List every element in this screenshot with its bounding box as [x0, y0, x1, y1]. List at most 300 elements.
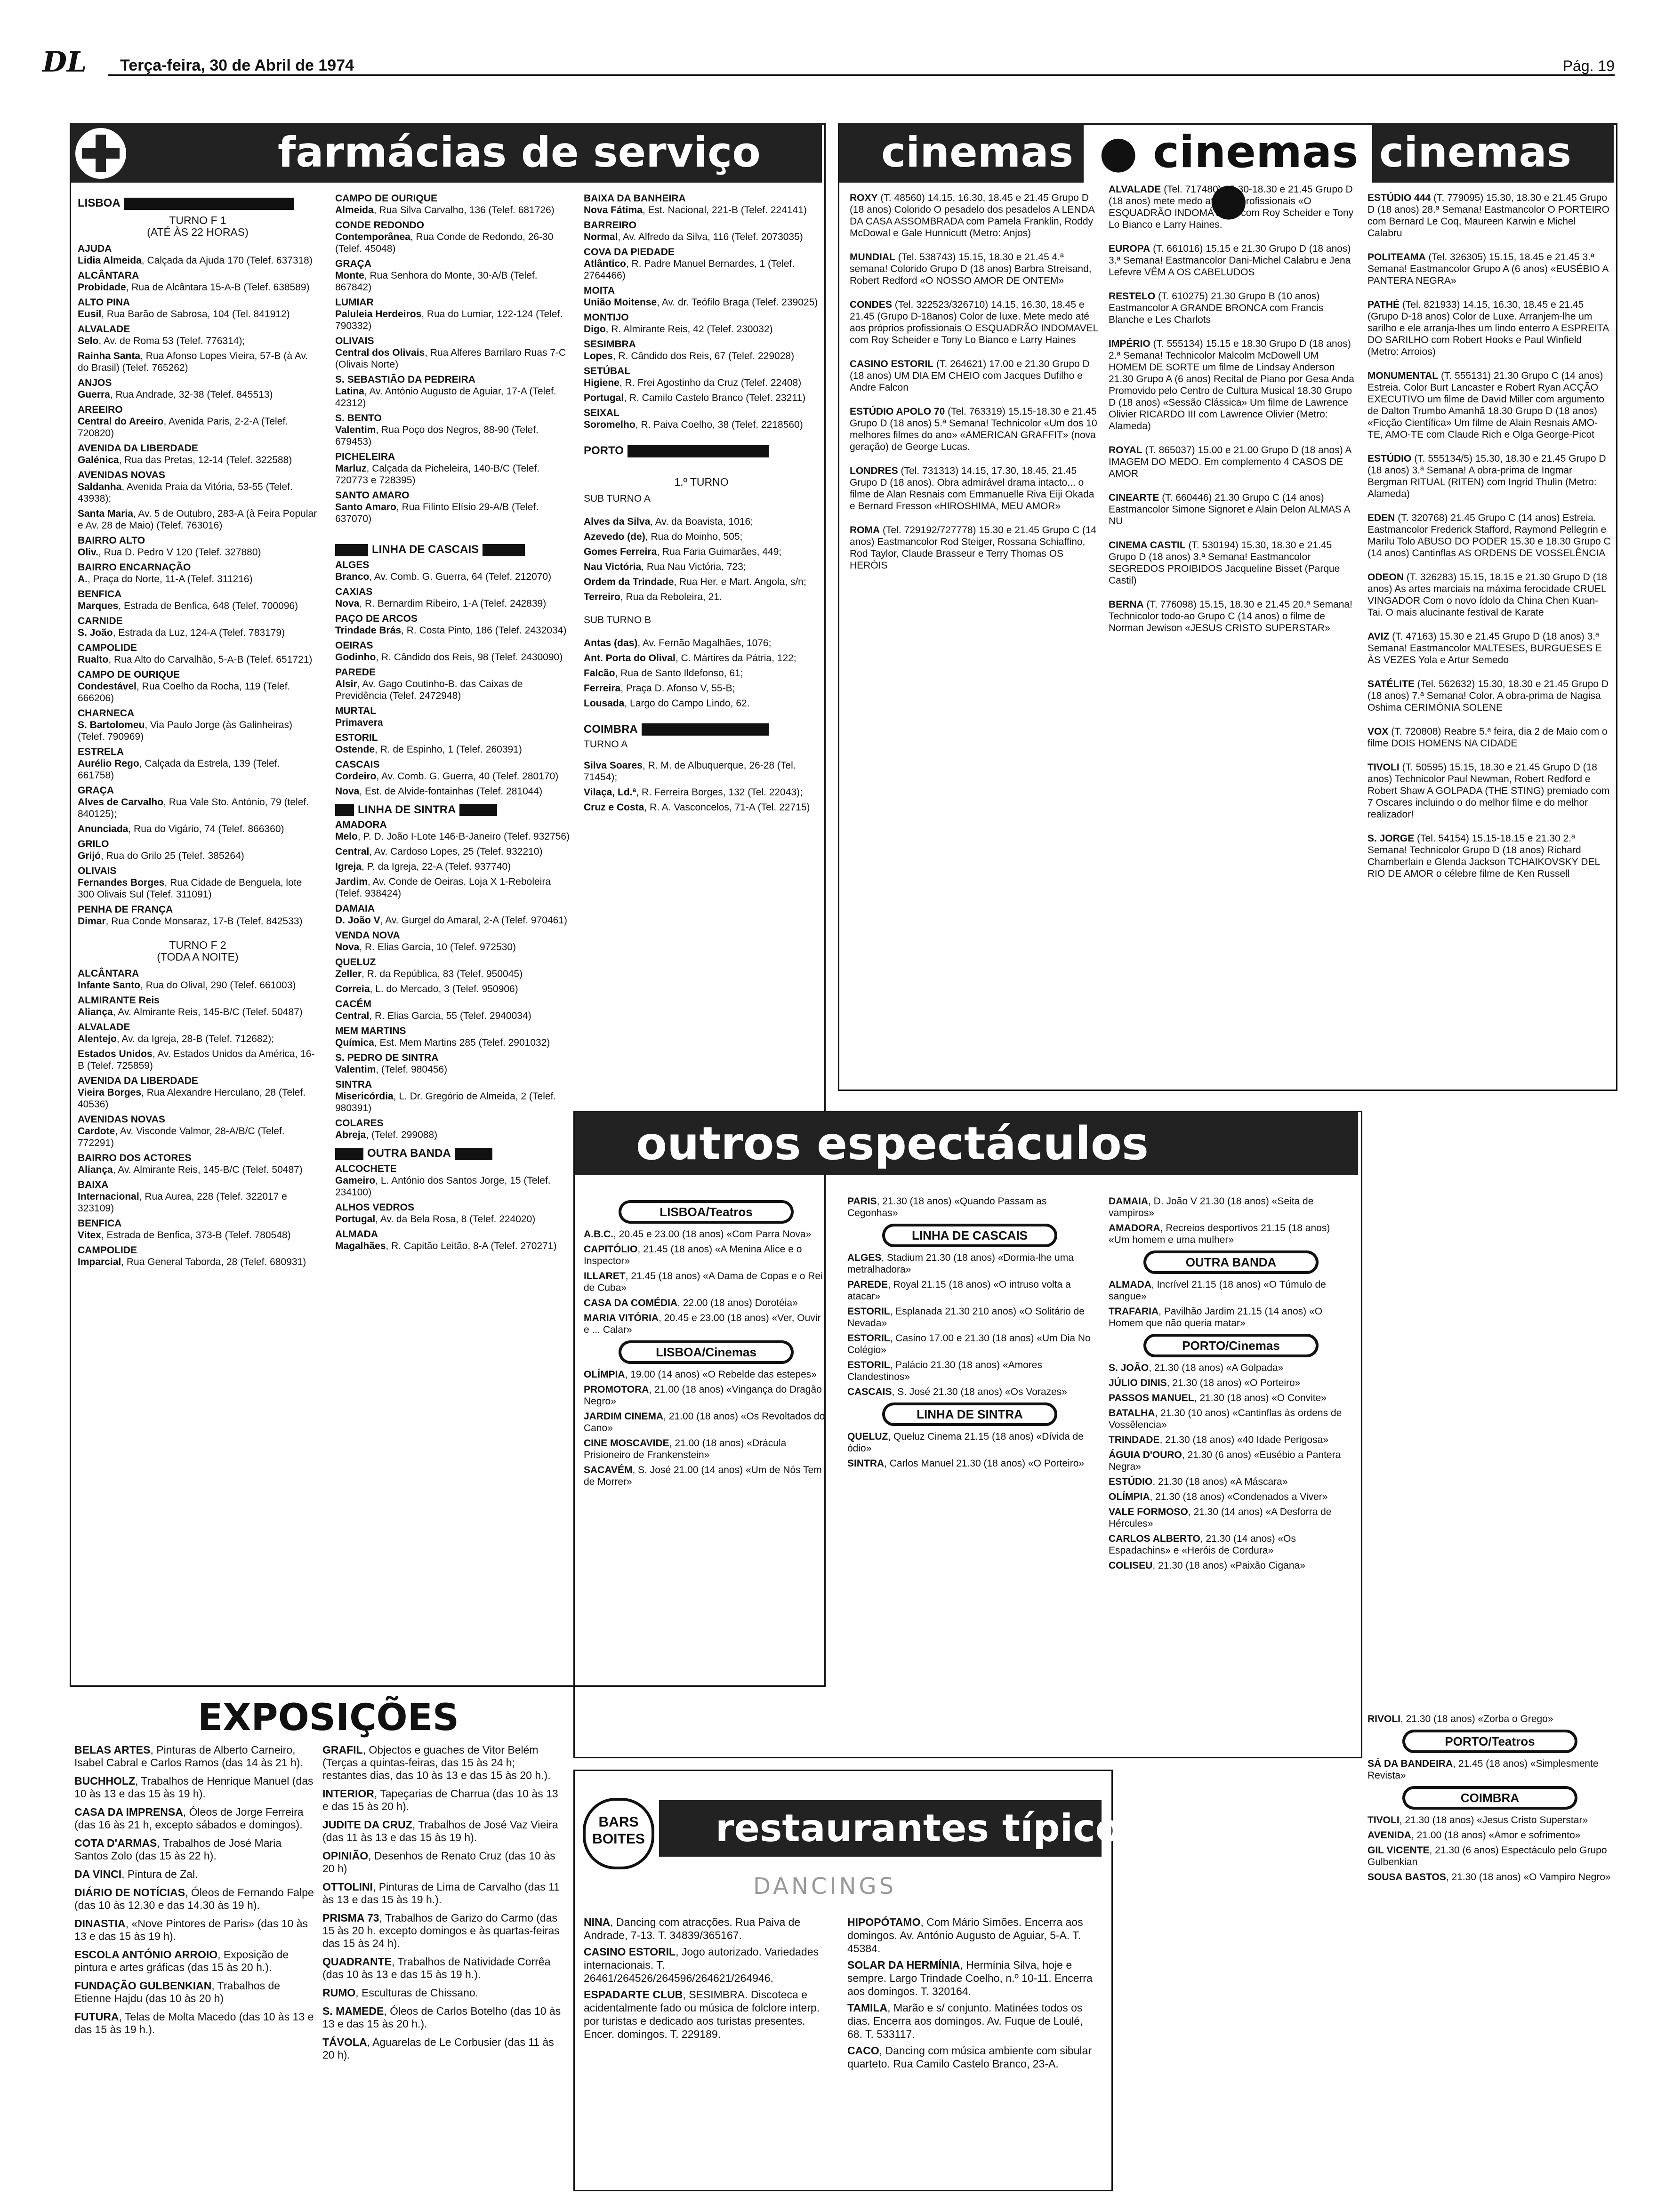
list-item: Saldanha, Avenida Praia da Vitória, 53-55 (Telef. 43938); — [78, 481, 293, 504]
outra-banda-pill-label: OUTRA BANDA — [1146, 1253, 1316, 1271]
item-name: SOUSA BASTOS — [1367, 1872, 1446, 1883]
list-item: QUADRANTE, Trabalhos de Natividade Corrêa (das 10 às 13 e das 15 às 19 h.). — [322, 1956, 551, 1980]
item-text: S. José 21.00 (14 anos) «Um de Nós Tem de Morrer» — [584, 1465, 822, 1487]
item-text: Rua Faria Guimarães, 449; — [662, 546, 782, 557]
item-phone: (T. 47163) — [1392, 631, 1437, 642]
item-name: GRAFIL — [322, 1744, 363, 1756]
list-item: Ferreira, Praça D. Afonso V, 55-B; — [584, 682, 735, 694]
lisboa-cinemas-pill — [619, 1340, 794, 1364]
item-name: TIVOLI — [1367, 1815, 1400, 1826]
item-name: Eusil — [78, 308, 102, 320]
list-teatros — [584, 1228, 828, 1336]
list-item: Internacional, Rua Aurea, 228 (Telef. 322017 e 323109) — [78, 1191, 287, 1214]
list-item: S. Bartolomeu, Via Paulo Jorge (às Galinheiras) (Telef. 790969) — [78, 719, 292, 742]
item-text: Av. Alfredo da Silva, 116 (Telef. 2073035) — [622, 232, 803, 242]
item-text: Rua Conde Monsaraz, 17-B (Telef. 842533) — [111, 915, 303, 927]
item-text: R. Elias Garcia, 55 (Telef. 2940034) — [375, 1010, 531, 1022]
item-phone: (T. 776098) — [1146, 599, 1197, 610]
item-text: R. de Espinho, 1 (Telef. 260391) — [380, 744, 522, 755]
list-item: PROMOTORA, 21.00 (18 anos) «Vingança do Dragão Negro» — [584, 1384, 822, 1407]
list-item: Dimar, Rua Conde Monsaraz, 17-B (Telef. 842533) — [78, 915, 303, 927]
coimbra-pill-label: COIMBRA — [1405, 1789, 1575, 1807]
lisboa-teatros-label: LISBOA/Teatros — [621, 1203, 791, 1221]
item-text: Rua do Lumiar, 122-124 (Telef. 790332) — [335, 309, 563, 331]
area-label: MEM MARTINS — [335, 1026, 406, 1037]
item-phone: (T. 50595) — [1402, 762, 1447, 773]
list-pcinemas — [1109, 1362, 1353, 1571]
list-item: Normal, Av. Alfredo da Silva, 116 (Telef. 2073035) — [584, 232, 803, 242]
item-text: Óleos de Jorge Ferreira (das 16 às 21 h, excepto sábados e domingos). — [74, 1806, 304, 1831]
list-item: Santa Maria, Av. 5 de Outubro, 283-A (à Feira Popular e Av. 28 de Maio) (Telef. 763016) — [78, 508, 317, 531]
list-item: PARIS, 21.30 (18 anos) «Quando Passam as Cegonhas» — [847, 1196, 1047, 1218]
item-name: Igreja — [335, 861, 362, 873]
item-name: Alves da Silva — [584, 516, 651, 527]
item-text: Objectos e guaches de Vitor Belém (Terças a quintas-feiras, das 15 às 24 h; restantes dias, das 10 às 13 e das 15 às 20 h.). — [322, 1744, 551, 1781]
list-item: Oliv., Rua D. Pedro V 120 (Telef. 327880) — [78, 546, 261, 558]
item-name: DINASTIA — [74, 1917, 126, 1930]
list-item: Lidia Almeida, Calçada da Ajuda 170 (Telef. 637318) — [78, 255, 313, 266]
item-text: Av. da Bela Rosa, 8 (Telef. 224020) — [380, 1213, 536, 1225]
item-text: Est. de Alvide-fontainhas (Telef. 281044) — [365, 785, 543, 797]
area-label: AVENIDAS NOVAS — [78, 469, 165, 481]
item-text: Rua Cidade de Benguela, lote 300 Olivais Sul (Telef. 311091) — [78, 877, 302, 900]
area-label: ALMIRANTE Reis — [78, 994, 160, 1006]
area-label: MOITA — [584, 285, 615, 296]
list-item: Jardim, Av. Conde de Oeiras. Loja X 1-Reboleira (Telef. 938424) — [335, 876, 551, 899]
item-text: 21.30 (18 anos) «A Máscara» — [1158, 1476, 1288, 1487]
item-name: MONUMENTAL — [1367, 370, 1439, 381]
list-item — [1109, 444, 1358, 480]
list-item: Marques, Estrada de Benfica, 648 (Telef. 700096) — [78, 600, 298, 611]
list-col2c — [335, 819, 575, 1141]
item-name: Guerra — [78, 389, 110, 400]
list-item — [850, 192, 1099, 239]
list-item: Branco, Av. Comb. G. Guerra, 64 (Telef. 212070) — [335, 571, 552, 582]
list-item: BELAS ARTES, Pinturas de Alberto Carneiro, Isabel Cabral e Carlos Ramos (das 14 às 21 h). — [74, 1744, 303, 1769]
item-text: Hermínia Silva, hoje e sempre. Largo Trindade Coelho, n.º 10-11. Encerra aos domingos. T. 320164. — [847, 1959, 1093, 1997]
list-item: DAMAIA, D. João V 21.30 (18 anos) «Seita de vampiros» — [1109, 1196, 1314, 1218]
item-name: Valentim — [335, 425, 376, 435]
item-text: 21.30 (18 anos) «Quando Passam as Cegonhas» — [847, 1196, 1047, 1218]
item-name: Misericórdia — [335, 1091, 394, 1102]
list-coimbra — [584, 760, 819, 813]
item-name: Central do Areeiro — [78, 416, 164, 427]
item-name: BATALHA — [1109, 1408, 1155, 1419]
item-text: Praça D. Afonso V, 55-B; — [626, 682, 735, 694]
item-name: S. MAMEDE — [322, 2005, 384, 2017]
item-name: Higiene — [584, 377, 619, 388]
list-col2a — [335, 192, 575, 525]
item-name: NINA — [584, 1916, 611, 1928]
cascais-heading — [335, 544, 575, 556]
list-item: OTTOLINI, Pinturas de Lima de Carvalho (das 11 às 13 e das 15 às 19 h.). — [322, 1881, 560, 1906]
list-item: SOLAR DA HERMÍNIA, Hermínia Silva, hoje e sempre. Largo Trindade Coelho, n.º 10-11. Encerra aos domingos. T. 320164. — [847, 1959, 1093, 1997]
list-item — [850, 358, 1099, 393]
item-text: Est. Mem Martins 285 (Telef. 2901032) — [379, 1037, 550, 1049]
list-item: ESPADARTE CLUB, SESIMBRA. Discoteca e acidentalmente fado ou música de folclore interp. por turistas e dedicado aos turistas presentes. Encer. domingos. T. 229189. — [584, 1988, 820, 2040]
list-item: Central do Areeiro, Avenida Paris, 2-2-A (Telef. 720820) — [78, 416, 289, 439]
item-name: CASINO ESTORIL — [850, 359, 934, 369]
item-text: 21.30 (6 anos) Espectáculo pelo Grupo Gulbenkian — [1367, 1845, 1607, 1867]
list-item — [1367, 299, 1612, 358]
item-phone: (T. 530194) — [1188, 540, 1239, 551]
list-item: INTERIOR, Tapeçarias de Charrua (das 10 às 13 e das 15 às 20 h). — [322, 1787, 558, 1812]
list-item: SINTRA, Carlos Manuel 21.30 (18 anos) «O Porteiro» — [847, 1458, 1085, 1469]
list-item — [850, 465, 1099, 512]
item-name: TAMILA — [847, 2002, 888, 2014]
item-text: L. António dos Santos Jorge, 15 (Telef. 234100) — [335, 1175, 551, 1198]
item-name: TRINDADE — [1109, 1435, 1160, 1445]
item-text: 21.45 (18 anos) «A Dama de Copas e o Rei de Cuba» — [584, 1271, 823, 1293]
item-text: Rua Coelho da Rocha, 119 (Telef. 666206) — [78, 681, 290, 704]
item-name: CARLOS ALBERTO — [1109, 1533, 1200, 1544]
area-label: COVA DA PIEDADE — [584, 247, 675, 257]
list-item: Química, Est. Mem Martins 285 (Telef. 2901032) — [335, 1037, 550, 1049]
item-name: POLITEAMA — [1367, 252, 1426, 263]
cinemas-title-center-text: cinemas — [1153, 127, 1359, 178]
item-text: Óleos de Carlos Botelho (das 10 às 13 e das 15 às 20 h.). — [322, 2005, 561, 2030]
item-text: R. Almirante Reis, 42 (Telef. 230032) — [611, 324, 773, 335]
area-label: ANJOS — [78, 377, 112, 388]
item-text: R. Paiva Coelho, 38 (Telef. 2218560) — [641, 419, 803, 430]
item-name: IMPÉRIO — [1109, 338, 1150, 349]
item-text: 14.15, 16.30, 18.45 e 21.45 Grupo D (18 anos) Colorido O pesadelo dos pesadelos A LENDA DA CASA ASSOMBRADA com Pamela Franklin, Roddy McDowal e Gale Hunnicutt (Metro: Anjos) — [850, 192, 1094, 239]
list-item: OLÍMPIA, 19.00 (14 anos) «O Rebelde das estepes» — [584, 1369, 817, 1380]
item-text: 15.15, 18.30 e 21.45 Grupo D (18 anos) Technicolor Paul Newman, Robert Redford e Robert Shaw A GOLPADA (THE STING) premiado com 7 Oscares incluindo o do melhor filme e do melhor realizador! — [1367, 762, 1610, 820]
item-name: Soromelho — [584, 419, 635, 430]
area-label: CAXIAS — [335, 586, 373, 597]
item-text: Esculturas de Chissano. — [362, 1987, 479, 1999]
item-text: C. Mártires da Pátria, 122; — [681, 652, 796, 664]
item-name: RIVOLI — [1367, 1714, 1401, 1724]
item-phone: (T. 264621) — [936, 359, 987, 369]
coimbra-label: COIMBRA — [584, 722, 638, 736]
turno1-title: TURNO F 1 — [169, 214, 226, 226]
lisboa-heading — [78, 197, 318, 210]
list-item: CASA DA IMPRENSA, Óleos de Jorge Ferreira (das 16 às 21 h, excepto sábados e domingos). — [74, 1806, 304, 1831]
cinemas-title-right: cinemas — [1379, 128, 1572, 176]
item-name: ALMADA — [1109, 1279, 1151, 1290]
item-name: ESTÚDIO APOLO 70 — [850, 406, 945, 417]
item-text: Rua Alexandre Herculano, 28 (Telef. 40536) — [78, 1087, 306, 1110]
item-text: Palácio 21.30 (18 anos) «Amores Clandestinos» — [847, 1360, 1042, 1382]
area-label: ALCÂNTARA — [78, 270, 139, 281]
item-text: Av. 5 de Outubro, 283-A (à Feira Popular e Av. 28 de Maio) (Telef. 763016) — [78, 508, 317, 531]
list-item: BATALHA, 21.30 (10 anos) «Cantinflas às ordens de Vossêlencia» — [1109, 1408, 1342, 1430]
item-text: Calçada da Estrela, 139 (Telef. 661758) — [78, 758, 280, 781]
item-text: Trabalhos de Etienne Hajdu (das 10 às 20 h) — [74, 1980, 281, 2004]
list-item: CACO, Dancing com música ambiente com sibular quarteto. Rua Camilo Castelo Branco, 23-A. — [847, 2044, 1092, 2070]
farmacias-title: farmácias de serviço — [278, 128, 761, 176]
item-phone: (Tel. 322523/326710) — [894, 299, 989, 310]
item-name: Alsir — [335, 678, 357, 689]
item-text: R. Cândido dos Reis, 67 (Telef. 229028) — [618, 351, 795, 361]
item-name: DAMAIA — [1109, 1196, 1148, 1207]
item-text: 21.30 (6 anos) «Eusébio a Pantera Negra» — [1109, 1450, 1341, 1472]
item-text: Rua D. Pedro V 120 (Telef. 327880) — [104, 546, 261, 558]
list-item: Paluleia Herdeiros, Rua do Lumiar, 122-124 (Telef. 790332) — [335, 309, 563, 331]
area-label: ALVALADE — [78, 1021, 130, 1033]
area-label: GRILO — [78, 838, 109, 850]
item-text: Rua de Alcântara 15-A-B (Telef. 638589) — [131, 281, 310, 293]
item-name: Anunciada — [78, 823, 129, 834]
item-name: Estados Unidos — [78, 1048, 153, 1059]
item-text: Av. Gago Coutinho-B. das Caixas de Previdência (Telef. 2472948) — [335, 678, 523, 701]
area-label: BENFICA — [78, 588, 122, 600]
item-name: Trindade Brás — [335, 625, 402, 636]
linha-sintra-pill — [882, 1403, 1057, 1426]
item-name: PARIS — [847, 1196, 877, 1207]
item-text: (Telef. 980456) — [381, 1064, 448, 1075]
list-damaia — [1109, 1195, 1353, 1246]
item-text: Trabalhos de Garizo do Carmo (das 15 às 20 h. excepto domingos e às quartas-feiras das 15 às 24 h). — [322, 1912, 560, 1949]
list-item: Vilaça, Ld.ª, R. Ferreira Borges, 132 (Tel. 22043); — [584, 787, 803, 798]
list-item: JARDIM CINEMA, 21.00 (18 anos) «Os Revoltados do Cano» — [584, 1411, 825, 1434]
item-text: (Telef. 299088) — [371, 1130, 438, 1141]
list-item: S. JOÃO, 21.30 (18 anos) «A Golpada» — [1109, 1362, 1284, 1373]
list-item: Marluz, Calçada da Picheleira, 140-B/C (Telef. 720773 e 728395) — [335, 463, 540, 486]
list-item: Contemporânea, Rua Conde de Redondo, 26-30 (Telef. 45048) — [335, 232, 554, 254]
item-text: 15.30 e 21.45 Grupo C (14 anos) Eastmancolor Rod Steiger, Rossana Schiaffino, Rod Taylor, Claude Brasseur e Terry Thomas OS HERÓIS — [850, 525, 1097, 571]
area-label: ALGES — [335, 559, 370, 570]
item-text: D. João V 21.30 (18 anos) «Seita de vampiros» — [1109, 1196, 1314, 1218]
list-item: Rainha Santa, Rua Afonso Lopes Vieira, 57-B (à Av. do Brasil) (Telef. 765262) — [78, 350, 308, 373]
outros-banner — [575, 1112, 1358, 1175]
area-label: CAMPO DE OURIQUE — [335, 193, 438, 204]
item-name: HIPOPÓTAMO — [847, 1916, 921, 1928]
list-item: Eusil, Rua Barão de Sabrosa, 104 (Tel. 841912) — [78, 308, 290, 320]
list-pteatros — [1367, 1758, 1612, 1781]
item-name: Aliança — [78, 1164, 113, 1175]
area-label: CAMPOLIDE — [78, 1244, 137, 1256]
item-text: 15.15-18.30 e 21.45 Grupo D (18 anos) 5.ª Semana! Technicolor «Um dos 10 melhores filmes do ano» «AMERICAN GRAFFIT» (nova geração) de George Lucas. — [850, 406, 1097, 452]
list-item: Santo Amaro, Rua Filinto Elísio 29-A/B (Telef. 637070) — [335, 502, 539, 524]
area-label: SEIXAL — [584, 408, 619, 418]
item-name: TÁVOLA — [322, 2036, 367, 2048]
item-name: Imparcial — [78, 1256, 121, 1267]
item-name: BUCHHOLZ — [74, 1775, 136, 1787]
list-item — [1367, 678, 1612, 713]
list-item: AMADORA, Recreios desportivos 21.15 (18 anos) «Um homem e uma mulher» — [1109, 1223, 1330, 1245]
item-name: CAPITÓLIO — [584, 1244, 638, 1255]
item-name: Lopes — [584, 351, 613, 361]
item-name: COLISEU — [1109, 1560, 1153, 1571]
porto-teatros-pill — [1402, 1730, 1577, 1753]
list-item: Magalhães, R. Capitão Leitão, 8-A (Telef. 270271) — [335, 1240, 557, 1251]
item-name: DIÁRIO DE NOTÍCIAS — [74, 1886, 185, 1899]
item-name: Ordem da Trindade — [584, 576, 674, 587]
item-name: OTTOLINI — [322, 1881, 373, 1893]
item-text: Rua Andrade, 32-38 (Telef. 845513) — [115, 389, 273, 400]
item-phone: (Tel. 562632) — [1417, 679, 1475, 689]
list-item: Valentim, (Telef. 980456) — [335, 1064, 448, 1075]
turno1-heading — [78, 215, 318, 238]
item-text: 15.15 e 21.30 Grupo D (18 anos) 3.ª Semana! Eastmancolor Dani-Michel Calabru e Jena Lefevre VÊM A OS CABELUDOS — [1109, 243, 1351, 278]
item-phone: (T. 610275) — [1158, 291, 1208, 302]
item-name: CASA DA COMÉDIA — [584, 1298, 678, 1308]
item-text: Rua Vale Sto. António, 79 (telef. 840125); — [78, 796, 309, 819]
list-item: Ordem da Trindade, Rua Her. e Mart. Angola, s/n; — [584, 576, 806, 587]
item-name: QUELUZ — [847, 1431, 888, 1442]
area-label: AVENIDAS NOVAS — [78, 1114, 165, 1125]
item-name: VOX — [1367, 726, 1389, 737]
item-text: 21.00 (18 anos) «Amor e sofrimento» — [1416, 1830, 1581, 1841]
list-item — [1109, 539, 1358, 586]
exposicoes-left — [74, 1744, 314, 2191]
list-item: Melo, P. D. João I-Lote 146-B-Janeiro (Telef. 932756) — [335, 831, 570, 842]
list-item: TRAFARIA, Pavilhão Jardim 21.15 (14 anos) «O Homem que não queria matar» — [1109, 1306, 1323, 1329]
item-name: Ostende — [335, 744, 375, 755]
list-item: Nova, Est. de Alvide-fontainhas (Telef. 281044) — [335, 785, 543, 797]
list-item: Godinho, R. Cândido dos Reis, 98 (Telef. 2430090) — [335, 651, 563, 663]
item-text: Pintura de Zal. — [127, 1868, 198, 1880]
area-label: AJUDA — [78, 243, 112, 254]
item-text: Rua Alferes Barrilaro Ruas 7-C (Olivais Norte) — [335, 347, 566, 370]
list-item: ÁGUIA D'OURO, 21.30 (6 anos) «Eusébio a Pantera Negra» — [1109, 1450, 1341, 1472]
item-name: CASCAIS — [847, 1387, 892, 1397]
list-item: MARIA VITÓRIA, 20.45 e 23.00 (18 anos) «Ver, Ouvir e ... Calar» — [584, 1313, 821, 1335]
item-text: Av. Gurgel do Amaral, 2-A (Telef. 970461) — [385, 915, 567, 926]
item-name: União Moitense — [584, 297, 657, 308]
list-item: Azevedo (de), Rua do Moinho, 505; — [584, 531, 743, 542]
item-name: RESTELO — [1109, 291, 1156, 302]
linha-cascais-pill — [882, 1224, 1057, 1247]
list-item: CARLOS ALBERTO, 21.30 (14 anos) «Os Espadachins» e «Heróis de Cordura» — [1109, 1533, 1296, 1556]
item-name: Central — [335, 846, 370, 858]
item-text: P. D. João I-Lote 146-B-Janeiro (Telef. 932756) — [363, 831, 570, 842]
list-item: Galénica, Rua das Pretas, 12-14 (Telef. 322588) — [78, 454, 292, 465]
item-name: Aurélio Rego — [78, 758, 139, 769]
list-porto-a — [584, 516, 819, 603]
list-item: JUDITE DA CRUZ, Trabalhos de José Vaz Vieira (das 11 às 13 e das 15 às 19 h). — [322, 1819, 558, 1843]
item-name: CINE MOSCAVIDE — [584, 1438, 669, 1449]
porto-label: PORTO — [584, 444, 624, 457]
area-label: VENDA NOVA — [335, 930, 400, 941]
item-text: 21.30 (18 anos) «O Convite» — [1199, 1393, 1327, 1403]
list-item: DINASTIA, «Nove Pintores de Paris» (das 10 às 13 e das 15 às 19 h). — [74, 1917, 308, 1942]
area-label: GRAÇA — [78, 785, 114, 796]
list-item — [1109, 338, 1358, 432]
list-item — [1367, 192, 1612, 239]
area-label: BAIRRO ALTO — [78, 535, 145, 546]
item-text: Com Mário Simões. Encerra aos domingos. Av. António Augusto de Aguiar, 5-A. T. 45384. — [847, 1916, 1083, 1955]
item-text: Rua do Olival, 290 (Telef. 661003) — [145, 979, 296, 991]
list-item: PASSOS MANUEL, 21.30 (18 anos) «O Convite» — [1109, 1393, 1327, 1403]
item-name: Primavera — [335, 717, 383, 728]
item-name: Paluleia Herdeiros — [335, 309, 422, 320]
list-item: FUTURA, Telas de Molta Macedo (das 10 às 13 e das 15 às 19 h.). — [74, 2011, 314, 2036]
item-text: 21.30 (18 anos) «40 Idade Perigosa» — [1165, 1435, 1328, 1445]
farmacias-col-3 — [584, 191, 819, 1132]
item-text: Av. Almirante Reis, 145-B/C (Telef. 50487) — [118, 1164, 303, 1175]
item-name: OPINIÃO — [322, 1850, 369, 1862]
list-item: ESTORIL, Palácio 21.30 (18 anos) «Amores Clandestinos» — [847, 1360, 1042, 1382]
item-name: Zeller — [335, 969, 362, 980]
item-name: Lousada — [584, 697, 625, 709]
item-name: Antas (das) — [584, 637, 638, 649]
item-text: Stadium 21.30 (18 anos) «Dormia-lhe uma metralhadora» — [847, 1252, 1074, 1275]
item-name: BELAS ARTES — [74, 1744, 151, 1756]
turno2-subtitle: (TODA A NOITE) — [157, 950, 239, 963]
area-label: GRAÇA — [335, 258, 371, 269]
item-name: D. João V — [335, 915, 380, 926]
turno2-heading — [78, 939, 318, 963]
list-item: CAPITÓLIO, 21.45 (18 anos) «A Menina Alice e o Inspector» — [584, 1244, 802, 1266]
item-text: Carlos Manuel 21.30 (18 anos) «O Porteiro» — [889, 1458, 1085, 1469]
item-name: OLÍMPIA — [584, 1369, 625, 1380]
item-text: Rua de Santo Ildefonso, 61; — [620, 667, 743, 679]
outros-col-1 — [584, 1195, 828, 1751]
item-name: Nova — [335, 942, 360, 953]
list-item: Vitex, Estrada de Benfica, 373-B (Telef. 780548) — [78, 1229, 291, 1241]
item-name: Monte — [335, 270, 364, 281]
list-item: A.B.C., 20.45 e 23.00 (18 anos) «Com Parra Nova» — [584, 1229, 812, 1240]
item-name: ESTÚDIO — [1109, 1476, 1153, 1487]
item-text: Rua Poço dos Negros, 88-90 (Telef. 679453) — [335, 425, 539, 447]
bars-badge — [583, 1798, 654, 1869]
item-text: 21.30 (18 anos) «A Golpada» — [1154, 1362, 1284, 1373]
list-item: Alves da Silva, Av. da Boavista, 1016; — [584, 516, 753, 527]
item-text: Esplanada 21.30 210 anos) «O Solitário de Nevada» — [847, 1306, 1085, 1329]
list-item: Portugal, R. Camilo Castelo Branco (Telef. 23211) — [584, 393, 806, 403]
item-text: R. A. Vasconcelos, 71-A (Tel. 22715) — [650, 802, 810, 813]
list-item: Lousada, Largo do Campo Lindo, 62. — [584, 697, 750, 709]
outros-col-4 — [1367, 1713, 1612, 2184]
list-item: D. João V, Av. Gurgel do Amaral, 2-A (Telef. 970461) — [335, 915, 567, 926]
item-text: Estrada de Benfica, 648 (Telef. 700096) — [124, 600, 298, 611]
item-name: Magalhães — [335, 1240, 386, 1251]
area-label: CHARNECA — [78, 707, 135, 719]
item-text: Dancing com atracções. Rua Paiva de Andrade, 7-13. T. 34839/365167. — [584, 1916, 801, 1941]
list-item: SACAVÉM, S. José 21.00 (14 anos) «Um de Nós Tem de Morrer» — [584, 1465, 822, 1487]
item-name: Atlântico — [584, 258, 626, 269]
linha-cascais-label: LINHA DE CASCAIS — [885, 1226, 1054, 1244]
item-name: Almeida — [335, 205, 374, 216]
item-name: Infante Santo — [78, 979, 141, 991]
item-text: Rua Silva Carvalho, 136 (Telef. 681726) — [379, 205, 555, 216]
list-turno2 — [78, 968, 318, 1268]
item-text: Av. da Igreja, 28-B (Telef. 712682); — [121, 1033, 274, 1044]
list-item: Digo, R. Almirante Reis, 42 (Telef. 230032) — [584, 324, 773, 335]
item-name: Oliv. — [78, 546, 98, 558]
item-name: TIVOLI — [1367, 762, 1400, 773]
item-name: PRISMA 73 — [322, 1912, 379, 1924]
porto-cinemas-label: PORTO/Cinemas — [1146, 1337, 1316, 1354]
list-item: Silva Soares, R. M. de Albuquerque, 26-28 (Tel. 71454); — [584, 760, 796, 783]
list-item: Nau Victória, Rua Nau Victória, 723; — [584, 561, 746, 572]
item-name: VALE FORMOSO — [1109, 1507, 1188, 1517]
item-name: Nau Victória — [584, 561, 642, 572]
item-name: Marques — [78, 600, 119, 611]
list-paris — [847, 1195, 1092, 1219]
item-name: Alentejo — [78, 1033, 117, 1044]
item-name: COTA D'ARMAS — [74, 1837, 157, 1849]
item-name: ÁGUIA D'OURO — [1109, 1450, 1182, 1460]
area-label: S. SEBASTIÃO DA PEDREIRA — [335, 374, 475, 385]
item-name: Correia — [335, 984, 370, 995]
list-item: OPINIÃO, Desenhos de Renato Cruz (das 10 às 20 h) — [322, 1850, 555, 1875]
header-date: Terça-feira, 30 de Abril de 1974 — [120, 56, 354, 74]
area-label: ALCOCHETE — [335, 1163, 397, 1174]
item-name: ESTÚDIO — [1367, 453, 1412, 464]
item-text: R. Bernardim Ribeiro, 1-A (Telef. 242839) — [365, 598, 547, 609]
item-name: Latina — [335, 386, 364, 397]
list-item: CINE MOSCAVIDE, 21.00 (18 anos) «Drácula Prisioneiro de Frankenstein» — [584, 1438, 787, 1460]
farmacias-col-1 — [78, 191, 318, 1683]
item-text: Av. Almirante Reis, 145-B/C (Telef. 50487) — [118, 1006, 303, 1018]
item-text: 20.45 e 23.00 (18 anos) «Ver, Ouvir e ... Calar» — [584, 1313, 821, 1335]
item-text: S. José 21.30 (18 anos) «Os Vorazes» — [897, 1387, 1067, 1397]
